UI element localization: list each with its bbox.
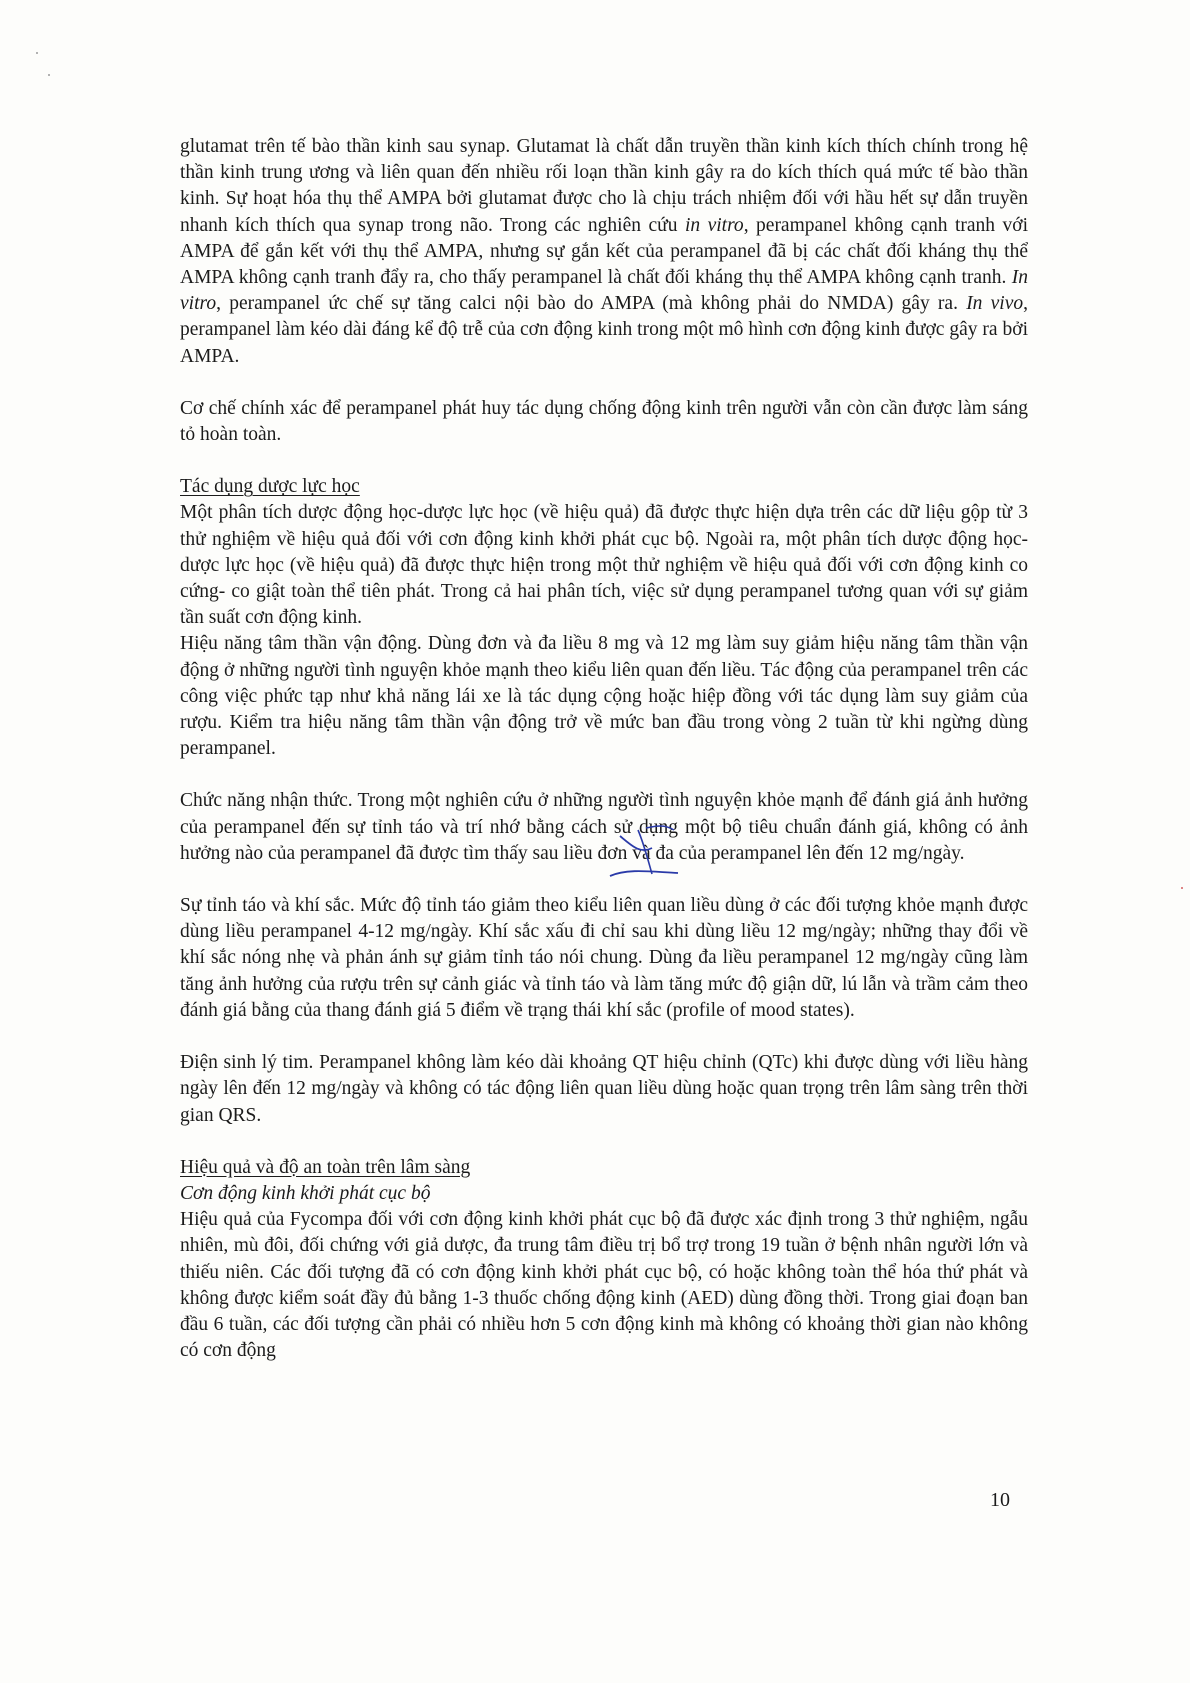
page-number: 10 — [990, 1489, 1010, 1511]
scan-speck — [36, 52, 38, 54]
clinical-trials-paragraph: Hiệu quả của Fycompa đối với cơn động kinh khởi phát cục bộ đã được xác định trong 3 thử nghiệm, ngẫu nhiên, mù đôi, đối chứng với giả dược, đa trung tâm điều trị bổ trợ trong 19 tuần ở bệnh nhân người lớn và thiếu niên. Các đối tượng đã có cơn động kinh khởi phát cục bộ, có hoặc không toàn thể hóa thứ phát và không được kiểm soát đầy đủ bằng 1-3 thuốc chống động kinh (AED) dùng đồng thời. Trong giai đoạn ban đầu 6 tuần, các đối tượng cần phải có nhiều hơn 5 cơn động kinh mà không có khoảng thời gian nào không có cơn động — [180, 1209, 1028, 1362]
subheading-partial-onset-seizures: Cơn động kinh khởi phát cục bộ — [180, 1182, 431, 1204]
pkpd-paragraph: Một phân tích dược động học-dược lực học (về hiệu quả) đã được thực hiện dựa trên các dữ liệu gộp từ 3 thử nghiệm về hiệu quả đối với cơn động kinh khởi phát cục bộ. Ngoài ra, một phân tích dược động học-dược lực học (về hiệu quả) đã được thực hiện trong một thử nghiệm về hiệu quả đối với cơn động kinh co cứng- co giật toàn thể tiên phát. Trong cả hai phân tích, việc sử dụng perampanel tương quan với sự giảm tần suất cơn động kinh. — [180, 502, 1028, 629]
italic-term: in vitro — [684, 214, 744, 236]
section-heading-clinical-efficacy: Hiệu quả và độ an toàn trên lâm sàng — [180, 1156, 471, 1178]
alertness-mood-paragraph: Sự tỉnh táo và khí sắc. Mức độ tỉnh táo giảm theo kiểu liên quan liều dùng ở các đối tượng khỏe mạnh được dùng liều perampanel 4-12 mg/ngày. Khí sắc xấu đi chỉ sau khi dùng liều 12 mg/ngày; những thay đổi về khí sắc nóng nhẹ và phản ánh sự giảm tỉnh táo nói chung. Dùng đa liều perampanel 12 mg/ngày cũng làm tăng ảnh hưởng của rượu trên sự cảnh giác và tỉnh táo và làm tăng mức độ giận dữ, lú lẫn và trầm cảm theo đánh giá bằng của thang đánh giá 5 điểm về trạng thái khí sắc (profile of mood states). — [180, 895, 1028, 1021]
text-run: , perampanel không cạnh tranh với AMPA để gắn kết với thụ thể AMPA, nhưng sự gắn kết của perampanel đã bị các chất đối kháng thụ thể AMPA không cạnh tranh đẩy ra, cho thấy perampanel là chất đối kháng thụ thể AMPA không cạnh tranh. — [180, 214, 1028, 289]
text-run: , perampanel làm kéo dài đáng kể độ trễ của cơn động kinh trong một mô hình cơn động kinh được gây ra bởi AMPA. — [180, 293, 1029, 367]
psychomotor-paragraph: Hiệu năng tâm thần vận động. Dùng đơn và đa liều 8 mg và 12 mg làm suy giảm hiệu năng tâm thần vận động ở những người tình nguyện khỏe mạnh theo kiểu liên quan đến liều. Tác động của perampanel trên các công việc phức tạp như khả năng lái xe là tác dụng cộng hoặc hiệp đồng với tác dụng làm suy giảm của rượu. Kiểm tra hiệu năng tâm thần vận động trở về mức ban đầu trong vòng 2 tuần từ khi ngừng dùng perampanel. — [180, 633, 1028, 760]
section-heading-pharmacodynamics: Tác dụng dược lực học — [180, 476, 360, 498]
cardiac-electrophysiology-paragraph: Điện sinh lý tim. Perampanel không làm kéo dài khoảng QT hiệu chỉnh (QTc) khi được dùng với liều hàng ngày lên đến 12 mg/ngày và không có tác động liên quan liều dùng hoặc quan trọng trên lâm sàng trên thời gian QRS. — [180, 1052, 1028, 1126]
document-body — [180, 134, 1028, 1364]
cognition-paragraph: Chức năng nhận thức. Trong một nghiên cứu ở những người tình nguyện khỏe mạnh để đánh giá ảnh hưởng của perampanel đến sự tỉnh táo và trí nhớ bằng cách sử dụng một bộ tiêu chuẩn đánh giá, không có ảnh hưởng nào của perampanel đã được tìm thấy sau liều đơn và đa của perampanel lên đến 12 mg/ngày. — [180, 790, 1028, 864]
scan-speck — [1181, 887, 1183, 889]
scan-speck — [48, 74, 50, 76]
text-run: glutamat trên tế bào thần kinh sau synap. Glutamat là chất dẫn truyền thần kinh kích thích chính trong hệ thần kinh trung ương và liên quan đến nhiều rối loạn thần kinh gây ra do kích thích quá mức tế bào thần kinh. Sự hoạt hóa thụ thể AMPA bởi glutamat được cho là chịu trách nhiệm đối với hầu hết sự dẫn truyền nhanh kích thích qua synap trong não. Trong các nghiên cứu — [180, 136, 1028, 236]
mechanism-note-paragraph: Cơ chế chính xác để perampanel phát huy tác dụng chống động kinh trên người vẫn còn cần được làm sáng tỏ hoàn toàn. — [180, 397, 1028, 446]
italic-term: In vivo — [966, 293, 1024, 315]
mechanism-paragraph — [180, 134, 1028, 370]
italic-term: In vitro — [180, 267, 1028, 315]
text-run: , perampanel ức chế sự tăng calci nội bào do AMPA (mà không phải do NMDA) gây ra. — [216, 293, 958, 315]
